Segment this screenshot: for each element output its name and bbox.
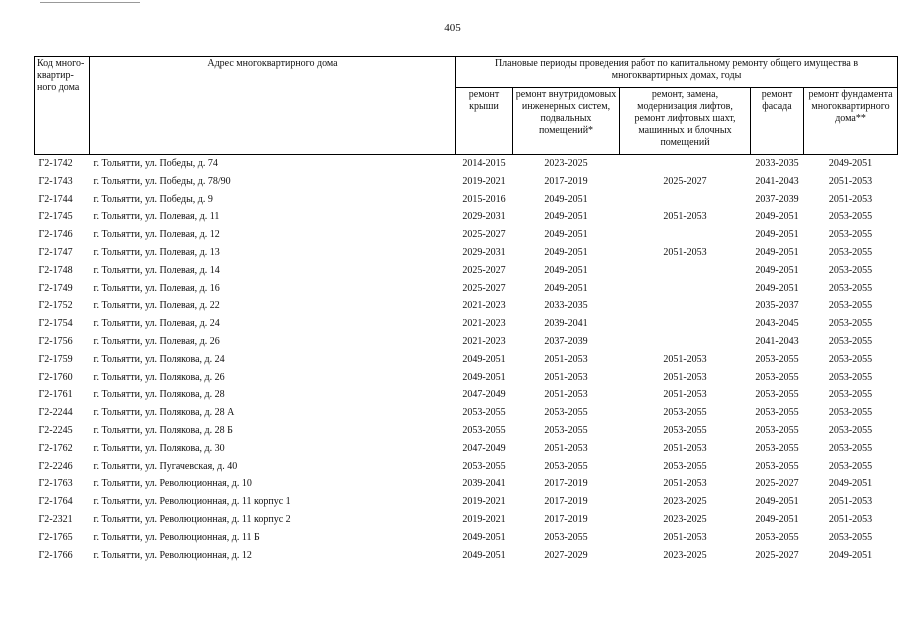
table-body — [35, 155, 898, 565]
cell-systems: 2049-2051 — [544, 282, 588, 294]
cell-facade: 2053-2055 — [755, 442, 799, 454]
cell-elevators: 2051-2053 — [663, 246, 707, 258]
header-roof: ремонт крыши — [456, 88, 513, 155]
cell-roof: 2029-2031 — [462, 211, 506, 223]
cell-foundation: 2051-2053 — [828, 175, 873, 187]
cell-facade: 2043-2045 — [755, 318, 799, 330]
table-row — [35, 262, 898, 280]
cell-elevators: 2051-2053 — [663, 389, 707, 401]
table-row — [35, 440, 898, 458]
cell-foundation: 2049-2051 — [828, 549, 873, 561]
cell-elevators: 2053-2055 — [663, 407, 707, 419]
cell-code: Г2-1754 — [38, 318, 73, 330]
cell-code: Г2-2246 — [38, 460, 73, 472]
cell-systems: 2053-2055 — [544, 460, 588, 472]
cell-systems: 2049-2051 — [544, 246, 588, 258]
cell-elevators: 2051-2053 — [663, 478, 707, 490]
cell-systems: 2017-2019 — [544, 478, 588, 490]
table-row — [35, 226, 898, 244]
top-rule — [40, 2, 140, 3]
cell-facade: 2049-2051 — [755, 496, 799, 508]
header-code: Код много-квартир-ного дома — [35, 57, 90, 155]
cell-address: г. Тольятти, ул. Полякова, д. 30 — [93, 442, 225, 454]
cell-systems: 2051-2053 — [544, 442, 588, 454]
cell-code: Г2-1763 — [38, 478, 73, 490]
table-row — [35, 493, 898, 511]
cell-foundation: 2053-2055 — [828, 211, 873, 223]
cell-elevators — [620, 226, 751, 244]
cell-facade: 2025-2027 — [755, 478, 799, 490]
cell-address: г. Тольятти, ул. Полевая, д. 11 — [93, 211, 220, 223]
cell-roof: 2049-2051 — [462, 371, 506, 383]
cell-code: Г2-1748 — [38, 264, 73, 276]
cell-systems: 2053-2055 — [544, 407, 588, 419]
cell-facade: 2049-2051 — [755, 282, 799, 294]
table-row — [35, 422, 898, 440]
cell-elevators — [620, 155, 751, 173]
cell-elevators — [620, 315, 751, 333]
cell-code: Г2-1747 — [38, 246, 73, 258]
cell-systems: 2017-2019 — [544, 496, 588, 508]
cell-code: Г2-1746 — [38, 229, 73, 241]
cell-elevators: 2051-2053 — [663, 442, 707, 454]
cell-code: Г2-1764 — [38, 496, 73, 508]
cell-elevators — [620, 297, 751, 315]
cell-systems: 2023-2025 — [544, 158, 588, 169]
cell-code: Г2-2321 — [38, 513, 73, 525]
cell-roof: 2021-2023 — [462, 318, 506, 330]
cell-systems: 2053-2055 — [544, 531, 588, 543]
cell-code: Г2-1766 — [38, 549, 73, 561]
cell-foundation: 2051-2053 — [828, 513, 873, 525]
table-row — [35, 529, 898, 547]
cell-facade: 2053-2055 — [755, 531, 799, 543]
cell-elevators — [620, 191, 751, 209]
cell-address: г. Тольятти, ул. Победы, д. 74 — [93, 158, 218, 169]
table-row — [35, 351, 898, 369]
header-foundation: ремонт фундамента многоквартирного дома** — [804, 88, 898, 155]
cell-roof: 2019-2021 — [462, 175, 506, 187]
cell-address: г. Тольятти, ул. Полякова, д. 28 Б — [93, 424, 233, 436]
cell-address: г. Тольятти, ул. Полевая, д. 14 — [93, 264, 220, 276]
cell-address: г. Тольятти, ул. Полевая, д. 24 — [93, 318, 220, 330]
cell-address: г. Тольятти, ул. Полевая, д. 13 — [93, 246, 220, 258]
table-row — [35, 458, 898, 476]
cell-roof: 2047-2049 — [462, 389, 506, 401]
table-row — [35, 404, 898, 422]
cell-roof: 2049-2051 — [462, 353, 506, 365]
cell-code: Г2-1749 — [38, 282, 73, 294]
cell-facade: 2025-2027 — [755, 549, 799, 561]
cell-address: г. Тольятти, ул. Революционная, д. 11 корпус 1 — [93, 496, 291, 508]
cell-roof: 2025-2027 — [462, 282, 506, 294]
cell-code: Г2-1761 — [38, 389, 73, 401]
cell-facade: 2049-2051 — [755, 229, 799, 241]
cell-systems: 2017-2019 — [544, 175, 588, 187]
cell-code: Г2-1756 — [38, 335, 73, 347]
cell-facade: 2053-2055 — [755, 407, 799, 419]
cell-roof: 2014-2015 — [462, 158, 506, 169]
table-row — [35, 511, 898, 529]
cell-systems: 2049-2051 — [544, 264, 588, 276]
cell-address: г. Тольятти, ул. Революционная, д. 11 корпус 2 — [93, 513, 291, 525]
cell-address: г. Тольятти, ул. Полевая, д. 16 — [93, 282, 220, 294]
cell-facade: 2041-2043 — [755, 175, 799, 187]
header-address: Адрес многоквартирного дома — [90, 57, 456, 155]
cell-foundation: 2053-2055 — [828, 460, 873, 472]
cell-systems: 2049-2051 — [544, 229, 588, 241]
header-facade: ремонт фасада — [751, 88, 804, 155]
cell-foundation: 2053-2055 — [828, 407, 873, 419]
cell-elevators: 2051-2053 — [663, 531, 707, 543]
cell-address: г. Тольятти, ул. Полевая, д. 12 — [93, 229, 220, 241]
cell-roof: 2021-2023 — [462, 335, 506, 347]
cell-systems: 2049-2051 — [544, 211, 588, 223]
cell-foundation: 2053-2055 — [828, 282, 873, 294]
cell-code: Г2-1743 — [38, 175, 73, 187]
cell-systems: 2053-2055 — [544, 424, 588, 436]
cell-roof: 2049-2051 — [462, 549, 506, 561]
cell-address: г. Тольятти, ул. Полякова, д. 28 — [93, 389, 225, 401]
cell-roof: 2047-2049 — [462, 442, 506, 454]
cell-code: Г2-1762 — [38, 442, 73, 454]
cell-elevators: 2053-2055 — [663, 424, 707, 436]
cell-foundation: 2053-2055 — [828, 371, 873, 383]
header-elevators: ремонт, замена, модернизация лифтов, ремонт лифтовых шахт, машинных и блочных помещений — [620, 88, 751, 155]
cell-foundation: 2049-2051 — [828, 158, 873, 169]
cell-roof: 2053-2055 — [462, 407, 506, 419]
cell-foundation: 2051-2053 — [828, 193, 873, 205]
page-number: 405 — [444, 22, 461, 34]
table-row — [35, 386, 898, 404]
cell-elevators: 2051-2053 — [663, 211, 707, 223]
cell-facade: 2053-2055 — [755, 389, 799, 401]
cell-roof: 2039-2041 — [462, 478, 506, 490]
cell-address: г. Тольятти, ул. Полякова, д. 26 — [93, 371, 225, 383]
header-periods: Плановые периоды проведения работ по капитальному ремонту общего имущества в многоквартирных домах, годы — [456, 57, 898, 88]
cell-systems: 2051-2053 — [544, 353, 588, 365]
cell-address: г. Тольятти, ул. Пугачевская, д. 40 — [93, 460, 238, 472]
cell-elevators: 2023-2025 — [663, 513, 707, 525]
cell-foundation: 2053-2055 — [828, 264, 873, 276]
cell-foundation: 2053-2055 — [828, 229, 873, 241]
cell-address: г. Тольятти, ул. Полякова, д. 28 А — [93, 407, 235, 419]
cell-address: г. Тольятти, ул. Революционная, д. 10 — [93, 478, 252, 490]
table-row — [35, 315, 898, 333]
cell-facade: 2037-2039 — [755, 193, 799, 205]
cell-foundation: 2053-2055 — [828, 246, 873, 258]
cell-roof: 2025-2027 — [462, 264, 506, 276]
cell-address: г. Тольятти, ул. Революционная, д. 11 Б — [93, 531, 260, 543]
cell-roof: 2029-2031 — [462, 246, 506, 258]
table-row — [35, 173, 898, 191]
table-row — [35, 333, 898, 351]
cell-code: Г2-1744 — [38, 193, 73, 205]
table-row — [35, 280, 898, 298]
cell-foundation: 2053-2055 — [828, 424, 873, 436]
table-row — [35, 208, 898, 226]
cell-address: г. Тольятти, ул. Полякова, д. 24 — [93, 353, 225, 365]
cell-systems: 2051-2053 — [544, 371, 588, 383]
cell-facade: 2041-2043 — [755, 335, 799, 347]
table-row — [35, 191, 898, 209]
cell-elevators: 2051-2053 — [663, 371, 707, 383]
cell-roof: 2021-2023 — [462, 300, 506, 312]
cell-address: г. Тольятти, ул. Победы, д. 78/90 — [93, 175, 231, 187]
cell-address: г. Тольятти, ул. Полевая, д. 22 — [93, 300, 220, 312]
table-row — [35, 475, 898, 493]
cell-elevators — [620, 262, 751, 280]
cell-code: Г2-1752 — [38, 300, 73, 312]
cell-foundation: 2053-2055 — [828, 353, 873, 365]
cell-elevators: 2051-2053 — [663, 353, 707, 365]
cell-roof: 2049-2051 — [462, 531, 506, 543]
cell-elevators: 2025-2027 — [663, 175, 707, 187]
cell-elevators — [620, 333, 751, 351]
cell-code: Г2-1760 — [38, 371, 73, 383]
cell-facade: 2049-2051 — [755, 513, 799, 525]
cell-roof: 2019-2021 — [462, 496, 506, 508]
cell-systems: 2051-2053 — [544, 389, 588, 401]
cell-facade: 2035-2037 — [755, 300, 799, 312]
cell-facade: 2053-2055 — [755, 460, 799, 472]
cell-foundation: 2053-2055 — [828, 442, 873, 454]
cell-systems: 2027-2029 — [544, 549, 588, 561]
cell-roof: 2015-2016 — [462, 193, 506, 205]
cell-systems: 2049-2051 — [544, 193, 588, 205]
cell-roof: 2019-2021 — [462, 513, 506, 525]
cell-elevators: 2023-2025 — [663, 496, 707, 508]
cell-code: Г2-1742 — [38, 158, 73, 169]
cell-systems: 2039-2041 — [544, 318, 588, 330]
cell-address: г. Тольятти, ул. Победы, д. 9 — [93, 193, 213, 205]
cell-code: Г2-1745 — [38, 211, 73, 223]
capital-repair-table — [34, 56, 898, 564]
cell-foundation: 2053-2055 — [828, 335, 873, 347]
cell-code: Г2-2244 — [38, 407, 73, 419]
cell-roof: 2053-2055 — [462, 460, 506, 472]
cell-foundation: 2053-2055 — [828, 531, 873, 543]
table-row — [35, 155, 898, 173]
cell-systems: 2033-2035 — [544, 300, 588, 312]
cell-address: г. Тольятти, ул. Полевая, д. 26 — [93, 335, 220, 347]
cell-roof: 2025-2027 — [462, 229, 506, 241]
table-row — [35, 369, 898, 387]
cell-facade: 2053-2055 — [755, 371, 799, 383]
cell-facade: 2033-2035 — [755, 158, 799, 169]
table-row — [35, 244, 898, 262]
cell-systems: 2037-2039 — [544, 335, 588, 347]
cell-foundation: 2053-2055 — [828, 300, 873, 312]
cell-foundation: 2049-2051 — [828, 478, 873, 490]
cell-facade: 2049-2051 — [755, 246, 799, 258]
cell-foundation: 2051-2053 — [828, 496, 873, 508]
cell-code: Г2-1759 — [38, 353, 73, 365]
cell-systems: 2017-2019 — [544, 513, 588, 525]
header-systems: ремонт внутридомовых инженерных систем, подвальных помещений* — [513, 88, 620, 155]
table-row — [35, 297, 898, 315]
cell-foundation: 2053-2055 — [828, 389, 873, 401]
cell-foundation: 2053-2055 — [828, 318, 873, 330]
cell-roof: 2053-2055 — [462, 424, 506, 436]
cell-elevators — [620, 280, 751, 298]
table-row — [35, 547, 898, 565]
cell-elevators: 2023-2025 — [663, 549, 707, 561]
cell-facade: 2053-2055 — [755, 353, 799, 365]
cell-facade: 2049-2051 — [755, 211, 799, 223]
cell-address: г. Тольятти, ул. Революционная, д. 12 — [93, 549, 252, 561]
cell-code: Г2-2245 — [38, 424, 73, 436]
cell-facade: 2049-2051 — [755, 264, 799, 276]
cell-elevators: 2053-2055 — [663, 460, 707, 472]
cell-code: Г2-1765 — [38, 531, 73, 543]
cell-facade: 2053-2055 — [755, 424, 799, 436]
